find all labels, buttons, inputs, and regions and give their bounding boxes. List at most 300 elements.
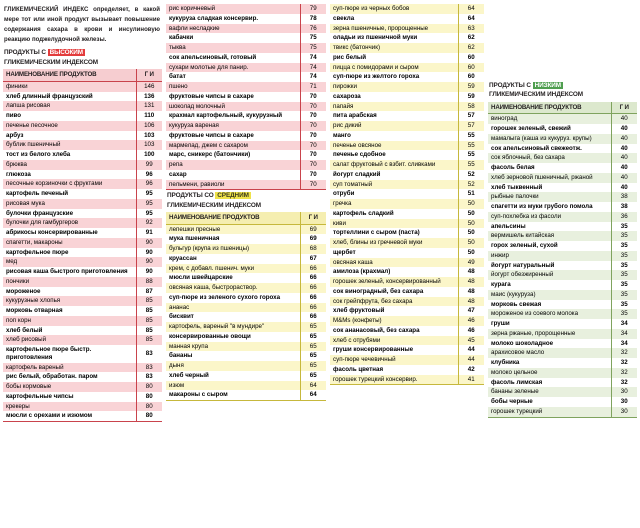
cell-product-name: пшено <box>166 82 300 92</box>
cell-product-name: киви <box>330 219 458 229</box>
cell-gi-value: 74 <box>300 63 326 73</box>
table-row <box>3 140 162 150</box>
cell-product-name: арбуз <box>3 131 136 141</box>
table-row <box>488 280 637 290</box>
cell-gi-value: 83 <box>136 363 162 373</box>
table-row <box>330 53 484 63</box>
table-row <box>488 319 637 329</box>
table-row <box>330 92 484 102</box>
section-title-low-suffix: ГЛИКЕМИЧЕСКИМ ИНДЕКСОМ <box>489 91 583 99</box>
cell-gi-value: 32 <box>611 378 637 388</box>
header-product-name: НАИМЕНОВАНИЕ ПРОДУКТОВ <box>488 102 611 114</box>
cell-gi-value: 51 <box>458 189 484 199</box>
cell-product-name: сок виноградный, без сахара <box>330 287 458 297</box>
cell-gi-value: 41 <box>458 375 484 385</box>
table-row <box>330 326 484 336</box>
cell-gi-value: 65 <box>300 322 326 332</box>
cell-gi-value: 34 <box>611 339 637 349</box>
table-row <box>3 382 162 392</box>
table-row <box>330 219 484 229</box>
cell-product-name: поп корн <box>3 316 136 326</box>
table-row <box>330 24 484 34</box>
cell-product-name: печенье сдобное <box>330 150 458 160</box>
cell-gi-value: 40 <box>611 153 637 163</box>
table-row <box>330 287 484 297</box>
cell-gi-value: 88 <box>136 277 162 287</box>
cell-gi-value: 87 <box>136 287 162 297</box>
header-gi: Г И <box>611 102 637 114</box>
table-row <box>330 228 484 238</box>
cell-gi-value: 92 <box>136 218 162 228</box>
cell-gi-value: 64 <box>300 381 326 391</box>
cell-product-name: картофель сладкий <box>330 209 458 219</box>
cell-gi-value: 75 <box>300 33 326 43</box>
cell-product-name: пирожки <box>330 82 458 92</box>
cell-gi-value: 36 <box>611 212 637 222</box>
table-row <box>330 33 484 43</box>
cell-gi-value: 70 <box>300 131 326 141</box>
cell-gi-value: 55 <box>458 150 484 160</box>
cell-gi-value: 70 <box>300 92 326 102</box>
cell-product-name: зерна ржаные, пророщенные <box>488 329 611 339</box>
table-row <box>166 111 326 121</box>
cell-product-name: спагетти, макароны <box>3 238 136 248</box>
cell-product-name: рыбные палочки <box>488 192 611 202</box>
section-title-medium-suffix: ГЛИКЕМИЧЕСКИМ ИНДЕКСОМ <box>167 201 261 209</box>
table-row <box>166 180 326 190</box>
cell-gi-value: 30 <box>611 387 637 397</box>
section-title-high-suffix: ГЛИКЕМИЧЕСКИМ ИНДЕКСОМ <box>4 58 98 66</box>
table-row <box>488 163 637 173</box>
cell-gi-value: 40 <box>611 163 637 173</box>
cell-product-name: брюква <box>3 160 136 170</box>
cell-product-name: рис белый, обработан. паром <box>3 372 136 382</box>
table-row <box>3 248 162 258</box>
cell-gi-value: 103 <box>136 140 162 150</box>
cell-product-name: крем, с добавл. пшенич. муки <box>166 264 300 274</box>
cell-product-name: молоко цельное <box>488 368 611 378</box>
cell-gi-value: 48 <box>458 287 484 297</box>
table-row <box>488 348 637 358</box>
cell-product-name: груши консервированные <box>330 345 458 355</box>
cell-product-name: кукуруза вареная <box>166 121 300 131</box>
cell-product-name: салат фруктовый с взбит. сливками <box>330 160 458 170</box>
cell-gi-value: 42 <box>458 365 484 375</box>
table-row <box>166 4 326 14</box>
cell-product-name: картофельное пюре быстр. приготовления <box>3 345 136 363</box>
cell-gi-value: 79 <box>300 4 326 14</box>
table-row <box>166 361 326 371</box>
cell-gi-value: 35 <box>611 261 637 271</box>
table-row <box>3 170 162 180</box>
cell-gi-value: 80 <box>136 382 162 392</box>
cell-gi-value: 80 <box>136 411 162 421</box>
cell-product-name: ананас <box>166 303 300 313</box>
table-row <box>330 365 484 375</box>
cell-product-name: гречка <box>330 199 458 209</box>
cell-product-name: морковь свежая <box>488 300 611 310</box>
cell-gi-value: 62 <box>458 33 484 43</box>
cell-gi-value: 78 <box>300 14 326 24</box>
table-row <box>3 316 162 326</box>
cell-gi-value: 40 <box>611 134 637 144</box>
cell-product-name: хлеб белый <box>3 326 136 336</box>
table-row <box>330 238 484 248</box>
table-row <box>488 358 637 368</box>
cell-product-name: мука пшеничная <box>166 234 300 244</box>
cell-gi-value: 96 <box>136 170 162 180</box>
cell-gi-value: 46 <box>458 316 484 326</box>
cell-product-name: груши <box>488 319 611 329</box>
cell-gi-value: 70 <box>300 170 326 180</box>
table-row <box>488 387 637 397</box>
cell-gi-value: 70 <box>300 150 326 160</box>
table-row <box>488 407 637 417</box>
table-row <box>488 192 637 202</box>
cell-gi-value: 50 <box>458 209 484 219</box>
table-row <box>3 179 162 189</box>
cell-gi-value: 66 <box>300 283 326 293</box>
cell-gi-value: 90 <box>136 248 162 258</box>
table-row <box>488 153 637 163</box>
cell-product-name: бульгур (крупа из пшеницы) <box>166 244 300 254</box>
table-body <box>3 81 162 421</box>
cell-gi-value: 103 <box>136 131 162 141</box>
table-row <box>3 121 162 131</box>
cell-product-name: амилоза (крахмал) <box>330 267 458 277</box>
table-row <box>488 212 637 222</box>
cell-product-name: хлеб фруктовый <box>330 306 458 316</box>
column-4 <box>486 2 640 418</box>
cell-product-name: мармелад, джем с сахаром <box>166 141 300 151</box>
cell-gi-value: 70 <box>300 121 326 131</box>
table-body <box>166 4 326 190</box>
cell-gi-value: 52 <box>458 180 484 190</box>
cell-gi-value: 70 <box>300 102 326 112</box>
cell-product-name: манная крупа <box>166 342 300 352</box>
table-row <box>488 251 637 261</box>
cell-gi-value: 69 <box>300 234 326 244</box>
cell-gi-value: 48 <box>458 297 484 307</box>
cell-product-name: фруктовые чипсы в сахаре <box>166 131 300 141</box>
cell-gi-value: 57 <box>458 121 484 131</box>
table-row <box>330 4 484 14</box>
cell-product-name: мамалыга (каша из кукуруз. крупы) <box>488 134 611 144</box>
table-row <box>330 297 484 307</box>
cell-product-name: клубника <box>488 358 611 368</box>
cell-product-name: картофель, вареный "в мундире" <box>166 322 300 332</box>
cell-product-name: манго <box>330 131 458 141</box>
cell-product-name: бобы кормовые <box>3 382 136 392</box>
section-title-medium-highlight: СРЕДНИМ <box>217 192 249 200</box>
cell-product-name: репа <box>166 160 300 170</box>
cell-product-name: горошек зеленый, консервированный <box>330 277 458 287</box>
table-row <box>488 183 637 193</box>
cell-product-name: спагетти из муки грубого помола <box>488 202 611 212</box>
table-row <box>166 381 326 391</box>
table-row <box>330 306 484 316</box>
table-row <box>166 82 326 92</box>
cell-product-name: маис (кукуруза) <box>488 290 611 300</box>
cell-product-name: картофель печеный <box>3 189 136 199</box>
cell-product-name: щербет <box>330 248 458 258</box>
cell-gi-value: 32 <box>611 368 637 378</box>
table-row <box>166 234 326 244</box>
column-4-spacer <box>488 4 637 80</box>
cell-product-name: хлеб, блины из гречневой муки <box>330 238 458 248</box>
table-row <box>488 300 637 310</box>
cell-product-name: круассан <box>166 254 300 264</box>
section-title-medium <box>166 190 326 212</box>
cell-gi-value: 62 <box>458 43 484 53</box>
cell-product-name: пицца с помидорами и сыром <box>330 63 458 73</box>
cell-product-name: сок ананасовый, без сахара <box>330 326 458 336</box>
cell-product-name: рисовая каша быстрого приготовления <box>3 267 136 277</box>
cell-product-name: рис коричневый <box>166 4 300 14</box>
cell-product-name: отруби <box>330 189 458 199</box>
cell-gi-value: 35 <box>611 309 637 319</box>
table-row <box>488 231 637 241</box>
table-row <box>488 378 637 388</box>
cell-gi-value: 146 <box>136 81 162 91</box>
cell-product-name: крекеры <box>3 402 136 412</box>
cell-product-name: лепешки пресные <box>166 224 300 234</box>
cell-gi-value: 85 <box>136 326 162 336</box>
cell-gi-value: 83 <box>136 345 162 363</box>
cell-gi-value: 34 <box>611 319 637 329</box>
section-title-high <box>3 47 162 69</box>
cell-gi-value: 85 <box>136 306 162 316</box>
table-row <box>330 121 484 131</box>
cell-gi-value: 131 <box>136 101 162 111</box>
cell-gi-value: 70 <box>300 141 326 151</box>
table-row <box>3 150 162 160</box>
cell-product-name: сок грейпфрута, без сахара <box>330 297 458 307</box>
table-row <box>3 199 162 209</box>
section-title-low <box>488 80 637 102</box>
cell-product-name: макароны с сыром <box>166 390 300 400</box>
cell-product-name: бублик пшеничный <box>3 140 136 150</box>
table-header-row <box>488 102 637 114</box>
cell-gi-value: 64 <box>458 14 484 24</box>
table-row <box>166 43 326 53</box>
table-row <box>166 312 326 322</box>
table-high-part1 <box>3 69 162 422</box>
table-row <box>3 363 162 373</box>
table-row <box>3 326 162 336</box>
cell-gi-value: 55 <box>458 141 484 151</box>
table-row <box>166 254 326 264</box>
table-row <box>330 180 484 190</box>
table-row <box>166 150 326 160</box>
table-row <box>3 335 162 345</box>
table-row <box>488 309 637 319</box>
cell-gi-value: 35 <box>611 222 637 232</box>
cell-gi-value: 100 <box>136 150 162 160</box>
table-row <box>166 141 326 151</box>
cell-product-name: папайя <box>330 102 458 112</box>
table-row <box>166 160 326 170</box>
table-row <box>488 290 637 300</box>
cell-gi-value: 64 <box>458 4 484 14</box>
cell-gi-value: 44 <box>458 345 484 355</box>
table-row <box>330 375 484 385</box>
table-row <box>3 131 162 141</box>
table-row <box>166 264 326 274</box>
table-row <box>330 111 484 121</box>
cell-product-name: булочки французские <box>3 209 136 219</box>
cell-product-name: марс, сникерс (батончики) <box>166 150 300 160</box>
section-title-low-highlight: НИЗКИМ <box>534 82 561 89</box>
cell-product-name: мед <box>3 257 136 267</box>
cell-gi-value: 75 <box>300 43 326 53</box>
table-row <box>166 332 326 342</box>
header-gi: Г И <box>136 69 162 81</box>
cell-product-name: картофельное пюре <box>3 248 136 258</box>
cell-gi-value: 64 <box>300 390 326 400</box>
table-row <box>330 150 484 160</box>
cell-gi-value: 46 <box>458 326 484 336</box>
cell-gi-value: 66 <box>300 264 326 274</box>
cell-gi-value: 50 <box>458 228 484 238</box>
cell-product-name: арахисовое масло <box>488 348 611 358</box>
table-row <box>166 131 326 141</box>
cell-gi-value: 32 <box>611 348 637 358</box>
cell-product-name: мюсли с орехами и изюмом <box>3 411 136 421</box>
cell-product-name: тыква <box>166 43 300 53</box>
table-row <box>3 189 162 199</box>
cell-product-name: рис дикий <box>330 121 458 131</box>
table-row <box>166 121 326 131</box>
table-row <box>3 402 162 412</box>
table-row <box>488 173 637 183</box>
cell-gi-value: 83 <box>136 372 162 382</box>
cell-product-name: сок яблочный, без сахара <box>488 153 611 163</box>
table-row <box>3 92 162 102</box>
cell-gi-value: 35 <box>611 290 637 300</box>
cell-product-name: песочные корзиночки с фруктами <box>3 179 136 189</box>
table-row <box>330 43 484 53</box>
table-row <box>488 397 637 407</box>
table-row <box>166 72 326 82</box>
cell-product-name: суп-пюре из желтого гороха <box>330 72 458 82</box>
table-row <box>488 368 637 378</box>
table-row <box>3 296 162 306</box>
cell-product-name: абрикосы консервированные <box>3 228 136 238</box>
table-row <box>330 355 484 365</box>
cell-product-name: пельмени, равиоли <box>166 180 300 190</box>
cell-gi-value: 90 <box>136 257 162 267</box>
table-low <box>488 102 637 418</box>
table-row <box>488 202 637 212</box>
cell-product-name: тортеллини с сыром (паста) <box>330 228 458 238</box>
cell-gi-value: 59 <box>458 92 484 102</box>
cell-gi-value: 35 <box>611 300 637 310</box>
cell-product-name: пита арабская <box>330 111 458 121</box>
cell-product-name: сок апельсиновый, готовый <box>166 53 300 63</box>
table-row <box>166 283 326 293</box>
cell-product-name: картофельные чипсы <box>3 392 136 402</box>
intro-paragraph: ГЛИКЕМИЧЕСКИЙ ИНДЕКС определяет, в какой мере тот или иной продукт вызывает повышение содержания сахара в крови и инсулиновую реакцию поджелудочной железы. <box>4 6 160 43</box>
cell-gi-value: 136 <box>136 92 162 102</box>
cell-gi-value: 80 <box>136 392 162 402</box>
table-row <box>330 14 484 24</box>
header-product-name: НАИМЕНОВАНИЕ ПРОДУКТОВ <box>166 212 300 224</box>
table-header-row <box>166 212 326 224</box>
table-row <box>330 277 484 287</box>
cell-product-name: печенье песочное <box>3 121 136 131</box>
table-row <box>330 258 484 268</box>
cell-product-name: консервированные овощи <box>166 332 300 342</box>
cell-product-name: инжир <box>488 251 611 261</box>
table-row <box>330 102 484 112</box>
cell-product-name: сухари молотые для панир. <box>166 63 300 73</box>
section-title-medium-prefix: ПРОДУКТЫ СО <box>167 192 216 200</box>
cell-product-name: йогурт сладкий <box>330 170 458 180</box>
cell-product-name: лапша рисовая <box>3 101 136 111</box>
cell-product-name: бананы зеленые <box>488 387 611 397</box>
table-row <box>330 316 484 326</box>
table-row <box>3 306 162 316</box>
cell-gi-value: 70 <box>300 111 326 121</box>
cell-product-name: суп-пюре из черных бобов <box>330 4 458 14</box>
cell-gi-value: 106 <box>136 121 162 131</box>
cell-gi-value: 90 <box>136 238 162 248</box>
cell-gi-value: 35 <box>611 241 637 251</box>
table-row <box>166 351 326 361</box>
table-row <box>488 124 637 134</box>
section-title-low-prefix: ПРОДУКТЫ С <box>489 82 533 89</box>
cell-product-name: финики <box>3 81 136 91</box>
cell-gi-value: 40 <box>611 124 637 134</box>
cell-gi-value: 34 <box>611 329 637 339</box>
cell-product-name: рисовая мука <box>3 199 136 209</box>
table-row <box>166 293 326 303</box>
table-row <box>330 209 484 219</box>
table-row <box>488 114 637 124</box>
table-row <box>166 92 326 102</box>
cell-product-name: глюкоза <box>3 170 136 180</box>
cell-product-name: зерна пшеничные, пророщенные <box>330 24 458 34</box>
cell-product-name: суп-пюре чечевичный <box>330 355 458 365</box>
table-row <box>488 222 637 232</box>
cell-gi-value: 85 <box>136 316 162 326</box>
table-row <box>3 160 162 170</box>
cell-product-name: батат <box>166 72 300 82</box>
cell-gi-value: 35 <box>611 270 637 280</box>
column-3 <box>328 2 486 385</box>
table-row <box>488 270 637 280</box>
cell-product-name: сок апельсиновый свежеотж. <box>488 144 611 154</box>
cell-gi-value: 96 <box>136 179 162 189</box>
table-row <box>3 257 162 267</box>
cell-gi-value: 40 <box>611 173 637 183</box>
cell-gi-value: 50 <box>458 248 484 258</box>
cell-gi-value: 65 <box>300 342 326 352</box>
table-row <box>330 72 484 82</box>
table-high-part2 <box>166 4 326 190</box>
cell-product-name: морковь отварная <box>3 306 136 316</box>
cell-gi-value: 76 <box>300 24 326 34</box>
table-row <box>330 345 484 355</box>
table-row <box>3 411 162 421</box>
cell-gi-value: 70 <box>300 180 326 190</box>
table-row <box>488 134 637 144</box>
cell-gi-value: 71 <box>300 82 326 92</box>
column-1 <box>0 2 164 422</box>
column-2 <box>164 2 328 401</box>
cell-gi-value: 65 <box>300 351 326 361</box>
